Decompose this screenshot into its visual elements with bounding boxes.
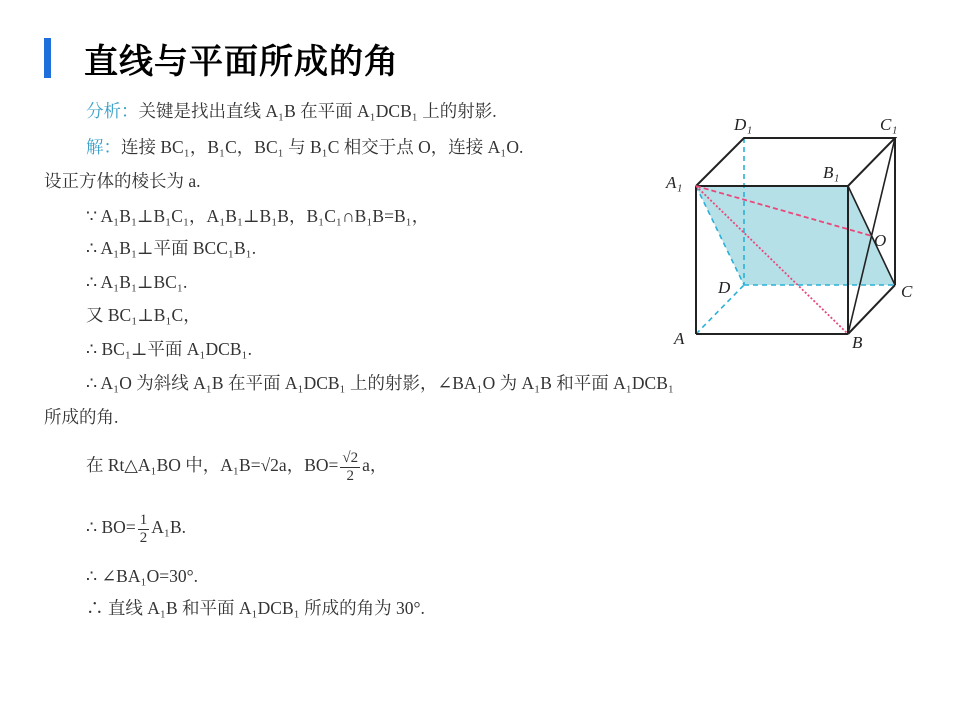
label-b1: B₁: [823, 163, 840, 182]
top-face-edges: [696, 138, 895, 186]
edge-bc: [848, 285, 895, 334]
line-10-prefix: 在 Rt△A₁BO 中，A₁B=√2a，BO=: [86, 455, 339, 476]
label-d1: D₁: [734, 115, 753, 134]
analysis-label: 分析：: [86, 102, 139, 122]
line-11-suffix: A₁B.: [151, 517, 186, 538]
page-title: 直线与平面所成的角: [84, 42, 399, 82]
solution-line-5: ∴ A₁B₁⊥BC₁.: [86, 272, 188, 292]
solution-line-11: [86, 512, 186, 546]
label-d: D: [718, 278, 731, 297]
analysis-line: [86, 103, 497, 122]
solution-line-8: ∴ A₁O 为斜线 A₁B 在平面 A₁DCB₁ 上的射影，∠BA₁O 为 A₁B 和平面 A₁DCB₁: [86, 373, 674, 393]
solution-line-12: ∴ ∠BA₁O=30°.: [86, 566, 198, 586]
label-o: O: [874, 231, 887, 250]
label-c: C: [901, 282, 913, 301]
solution-line-7: ∴ BC₁⊥平面 A₁DCB₁.: [86, 339, 252, 359]
label-c1: C₁: [880, 115, 898, 134]
solution-line-13: ∴ 直线 A₁B 和平面 A₁DCB₁ 所成的角为 30°.: [86, 598, 425, 618]
fraction-one-half: [138, 512, 150, 546]
solution-line-9: 所成的角.: [44, 407, 119, 427]
answer-line: [86, 139, 523, 158]
analysis-text: 关键是找出直线 A₁B 在平面 A₁DCB₁ 上的射影.: [138, 101, 497, 121]
line-10-suffix: a，: [362, 455, 388, 476]
line-11-prefix: ∴ BO=: [86, 517, 136, 538]
solution-line-2: 设正方体的棱长为 a.: [44, 171, 201, 191]
label-a1: A₁: [666, 173, 683, 192]
plane-a1dcb1: [696, 186, 895, 285]
solution-line-10: [86, 450, 387, 484]
fraction-denominator: 2: [139, 529, 148, 546]
cube-diagram: [660, 108, 920, 358]
fraction-denominator: 2: [346, 467, 354, 484]
fraction-numerator: 1: [139, 512, 148, 528]
solution-line-4: ∴ A₁B₁⊥平面 BCC₁B₁.: [86, 238, 257, 258]
answer-label: 解：: [86, 138, 121, 158]
solution-line-3: ∵ A₁B₁⊥B₁C₁，A₁B₁⊥B₁B，B₁C₁∩B₁B=B₁，: [86, 206, 430, 226]
label-a: A: [674, 329, 685, 348]
solution-line-1: 连接 BC₁，B₁C，BC₁ 与 B₁C 相交于点 O，连接 A₁O.: [121, 137, 524, 157]
label-b: B: [852, 333, 863, 352]
fraction-numerator: √2: [342, 450, 359, 466]
solution-line-6: 又 BC₁⊥B₁C，: [86, 305, 201, 325]
fraction-sqrt2-over-2: [340, 450, 360, 484]
